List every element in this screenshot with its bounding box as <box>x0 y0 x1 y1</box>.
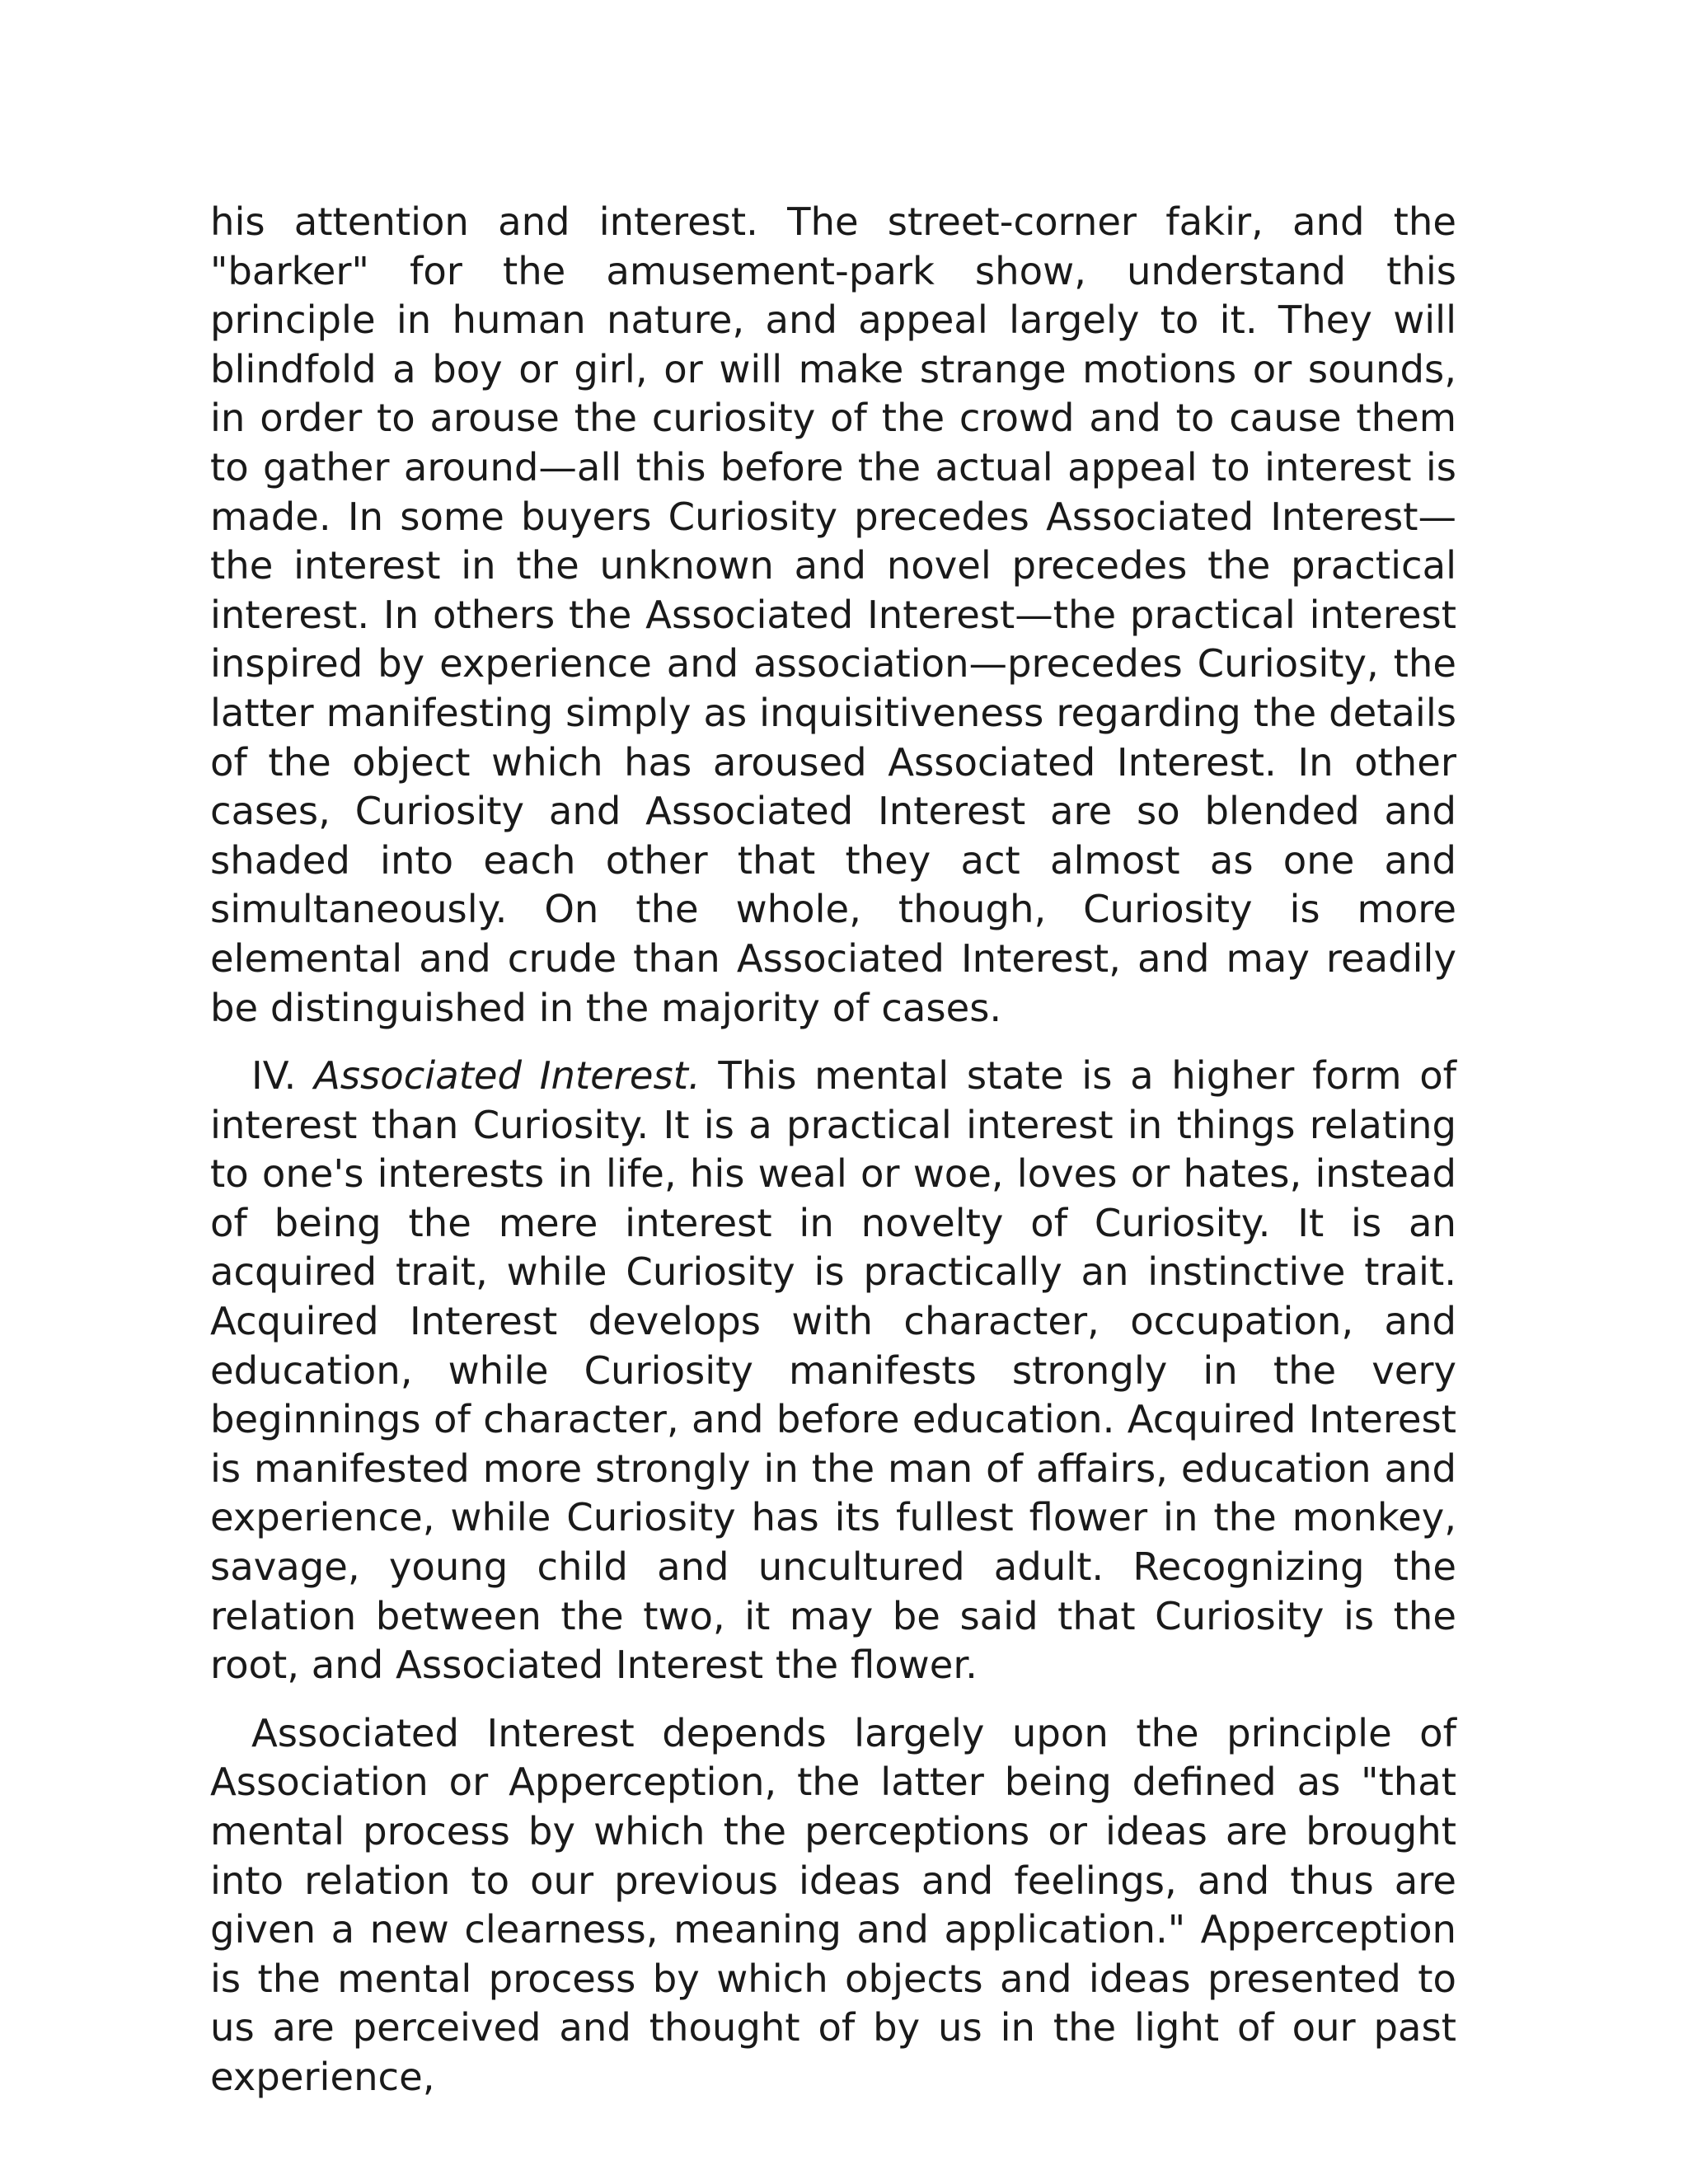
paragraph-associated-interest <box>210 1052 1456 1690</box>
section-numeral: IV. <box>251 1053 297 1099</box>
paragraph-curiosity-continued: his attention and interest. The street-corner fakir, and the "barker" for the amusement-park show, understand this principle in human nature, and appeal largely to it. They will blindfold a boy or girl, or will make strange motions or sounds, in order to arouse the curiosity of the crowd and to cause them to gather around—all this before the actual appeal to interest is made. In some buyers Curiosity precedes Associated Interest—the interest in the unknown and novel precedes the practical interest. In others the Associated Interest—the practical interest inspired by experience and association—precedes Curiosity, the latter manifesting simply as inquisitiveness regarding the details of the object which has aroused Associated Interest. In other cases, Curiosity and Associated Interest are so blended and shaded into each other that they act almost as one and simultaneously. On the whole, though, Curiosity is more elemental and crude than Associated Interest, and may readily be distinguished in the majority of cases. <box>210 199 1456 1030</box>
paragraph-body: This mental state is a higher form of interest than Curiosity. It is a practical interest in things relating to one's interests in life, his weal or woe, loves or hates, instead of being the mere interest in novelty of Curiosity. It is an acquired trait, while Curiosity is practically an instinctive trait. Acquired Interest develops with character, occupation, and education, while Curiosity manifests strongly in the very beginnings of character, and before education. Acquired Interest is manifested more strongly in the man of affairs, education and experience, while Curiosity has its fullest flower in the monkey, savage, young child and uncultured adult. Recognizing the relation between the two, it may be said that Curiosity is the root, and Associated Interest the flower. <box>210 1053 1457 1688</box>
document-page <box>210 198 1456 2121</box>
paragraph-apperception: Associated Interest depends largely upon the principle of Association or Apperception, the latter being defined as "that mental process by which the perceptions or ideas are brought into relation to our previous ideas and feelings, and thus are given a new clearness, meaning and application." Apperception is the mental process by which objects and ideas presented to us are perceived and thought of by us in the light of our past experience, <box>210 1710 1456 2099</box>
section-heading: Associated Interest. <box>314 1053 701 1099</box>
